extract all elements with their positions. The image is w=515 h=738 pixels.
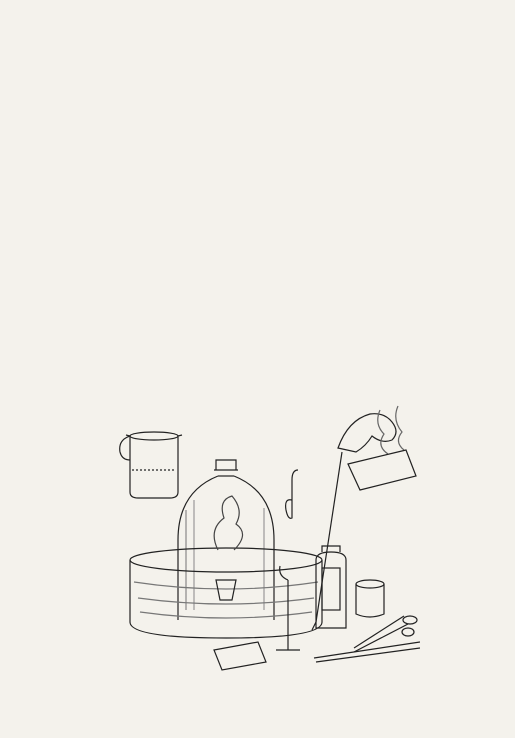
- measuring-cup-drawing: [120, 432, 182, 498]
- apparatus-drawing: [108, 400, 420, 680]
- water-trough-drawing: [130, 548, 322, 638]
- paper-drawing: [214, 642, 266, 670]
- plate-drawing: [348, 450, 416, 490]
- smoke-cloud: [214, 496, 242, 550]
- smoke-wisps: [378, 406, 404, 454]
- bell-jar-drawing: [178, 460, 274, 620]
- apparatus-illustration: [108, 400, 420, 680]
- dish-in-jar: [216, 580, 236, 600]
- small-jar-drawing: [356, 580, 384, 617]
- scissors-drawing: [354, 616, 417, 652]
- stand-drawing: [276, 470, 300, 650]
